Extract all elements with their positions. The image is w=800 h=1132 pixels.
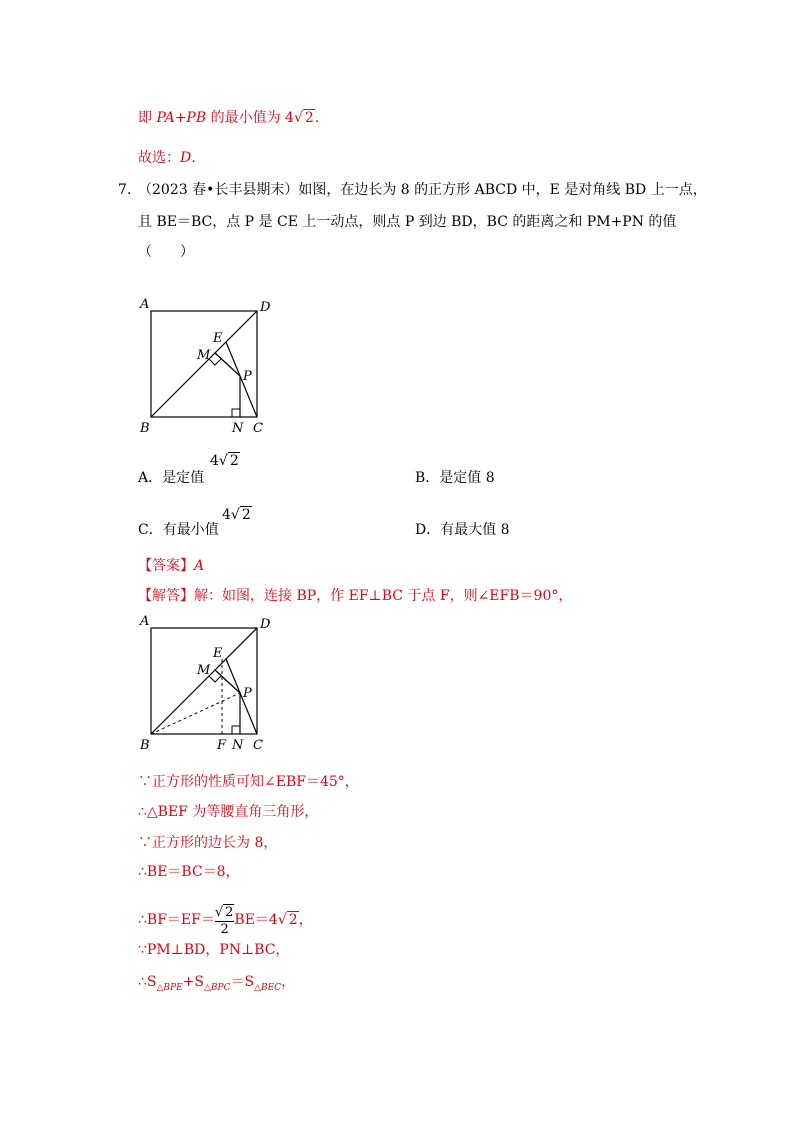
solution-figure: [135, 612, 285, 757]
label-a: A: [140, 297, 150, 312]
solution-step-5: [138, 896, 313, 944]
solution-step-6: [138, 940, 289, 960]
label-p: P: [243, 369, 252, 384]
label-b: B: [140, 421, 150, 436]
label-p: P: [243, 686, 252, 701]
coef: 4: [210, 453, 219, 469]
solution-step-2: [138, 802, 318, 822]
option-a-math: [210, 452, 240, 469]
text: ∵正方形的边长为 8，: [138, 835, 278, 851]
text: .: [191, 150, 196, 166]
answer-line: [138, 556, 204, 576]
option-b[interactable]: [415, 468, 495, 488]
label-b: B: [140, 738, 150, 753]
label-m: M: [197, 348, 211, 363]
label-f: F: [217, 738, 227, 753]
subscript: △BEC: [254, 982, 282, 993]
text: ∵正方形的性质可知∠EBF＝45°，: [138, 774, 359, 790]
text: 7.: [118, 182, 132, 198]
subscript: △BPE: [156, 982, 183, 993]
solution-step-1: [138, 772, 359, 792]
radicand: 2: [225, 904, 234, 920]
text: D．有最大值 8: [415, 522, 510, 538]
label-n: N: [232, 738, 244, 753]
text: B．是定值 8: [415, 470, 495, 486]
label-e: E: [213, 646, 223, 661]
answer-choice: A: [194, 558, 205, 574]
text: ∴S: [138, 974, 157, 990]
question-line-3: [138, 242, 194, 262]
option-d[interactable]: [415, 520, 510, 540]
solution-step-7: [138, 972, 295, 998]
text: ，: [281, 974, 296, 990]
fraction-denominator: 2: [215, 921, 235, 937]
option-c-math: [222, 506, 252, 523]
prev-solution-line-2: [138, 148, 196, 168]
text: ∵PM⊥BD，PN⊥BC，: [138, 942, 290, 958]
label-m: M: [197, 663, 211, 678]
fraction: [215, 904, 235, 937]
sqrt-symbol: √ 2: [214, 904, 234, 920]
subscript: △BPC: [204, 982, 231, 993]
text: .: [314, 110, 320, 126]
label-n: N: [232, 421, 244, 436]
text: （2023 春•长丰县期末）如图，在边长为 8 的正方形 ABCD 中，E 是对角线 BD 上一点，: [138, 182, 707, 198]
question-figure: [135, 295, 285, 440]
text: ∴BE＝BC＝8，: [138, 864, 240, 880]
label-c: C: [253, 738, 263, 753]
radicand: 2: [229, 453, 239, 469]
label-a: A: [140, 614, 150, 629]
text: 的最小值为 4: [206, 110, 294, 126]
question-line-1: [138, 180, 707, 200]
sqrt-symbol: √ 2: [277, 912, 298, 928]
question-line-2: [138, 212, 676, 232]
radicand: 2: [304, 110, 314, 126]
sqrt-symbol: √ 2: [218, 453, 239, 469]
text: 即: [138, 110, 157, 126]
radicand: 2: [288, 912, 298, 928]
question-number: [118, 180, 131, 200]
option-a[interactable]: [138, 468, 204, 488]
option-c[interactable]: [138, 520, 219, 540]
text: 故选：: [138, 150, 180, 166]
sqrt-symbol: √ 2: [293, 110, 314, 126]
text: （ ）: [138, 244, 194, 260]
solution-step-3: [138, 833, 277, 853]
fraction-numerator: [215, 904, 235, 921]
prev-solution-line-1: [138, 108, 319, 128]
text: ＝S: [230, 974, 255, 990]
text: A．是定值: [138, 470, 205, 486]
label-d: D: [260, 300, 271, 315]
text: C．有最小值: [138, 522, 219, 538]
choice: D: [180, 150, 192, 166]
answer-tag: 【答案】: [138, 558, 194, 574]
text: ∴BF＝EF＝: [138, 912, 215, 928]
analysis-intro: [138, 586, 572, 606]
label-c: C: [253, 421, 263, 436]
coef: 4: [222, 507, 231, 523]
analysis-tag: 【解答】: [138, 588, 194, 604]
text: ，: [298, 912, 313, 928]
solution-step-4: [138, 862, 240, 882]
sqrt-symbol: √ 2: [230, 507, 251, 523]
radicand: 2: [241, 507, 251, 523]
text: 且 BE＝BC，点 P 是 CE 上一动点，则点 P 到边 BD，BC 的距离之和 PM+PN 的值: [138, 214, 677, 230]
label-e: E: [213, 331, 223, 346]
text: ∴△BEF 为等腰直角三角形，: [138, 804, 319, 820]
math-expr: PA+PB: [156, 110, 207, 126]
label-d: D: [260, 617, 271, 632]
text: BE＝4: [234, 912, 278, 928]
text: +S: [182, 974, 204, 990]
text: 解：如图，连接 BP，作 EF⊥BC 于点 F，则∠EFB＝90°，: [194, 588, 573, 604]
